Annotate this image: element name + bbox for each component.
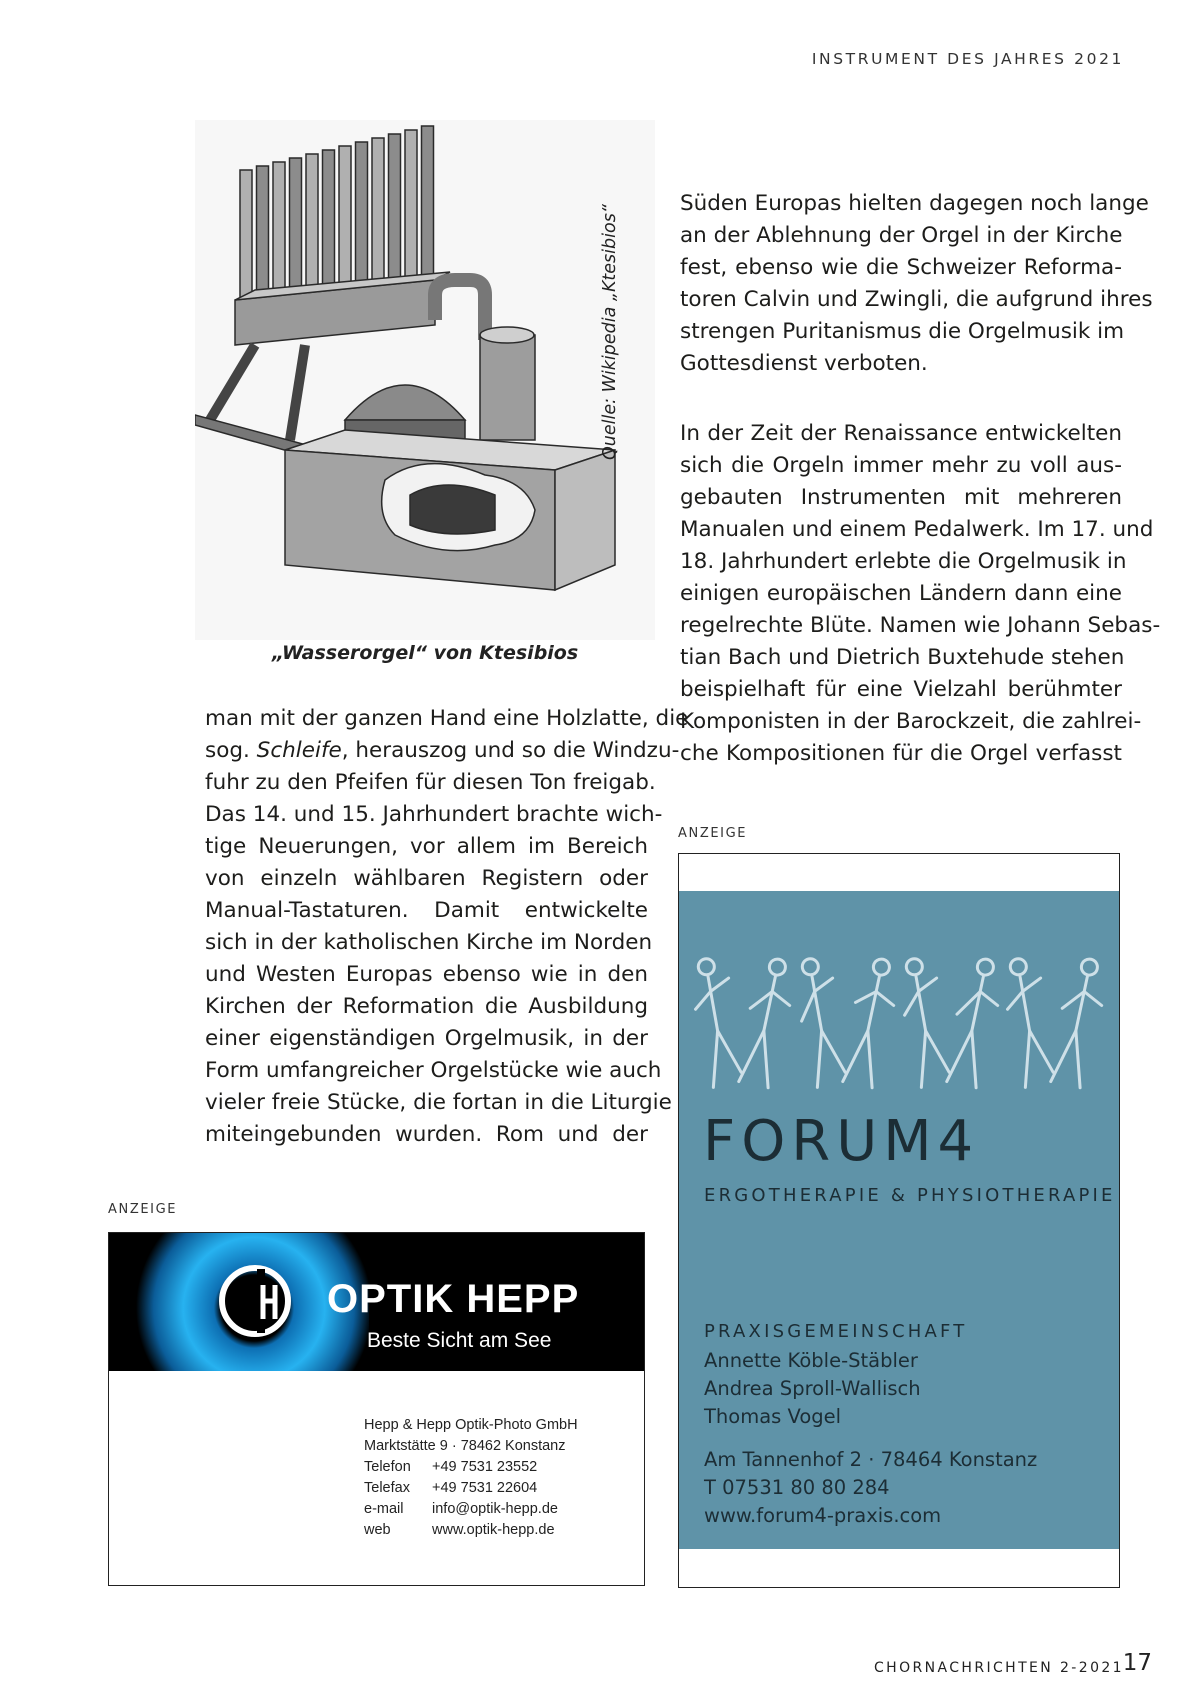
text-line: und Westen Europas ebenso wie in den: [205, 962, 648, 987]
text-line: toren Calvin und Zwingli, die aufgrund ihres: [680, 287, 1153, 312]
phone-number[interactable]: +49 7531 23552: [432, 1459, 538, 1475]
forum4-address: Am Tannenhof 2 · 78464 Konstanz: [704, 1448, 1038, 1471]
email-link[interactable]: info@optik-hepp.de: [432, 1501, 558, 1517]
text-line: Form umfangreicher Orgelstücke wie auch: [205, 1058, 662, 1083]
forum4-practice-label: PRAXISGEMEINSCHAFT: [704, 1321, 968, 1342]
text-line: Das 14. und 15. Jahrhundert brachte wich-: [205, 802, 663, 827]
forum4-subtitle: ERGOTHERAPIE & PHYSIOTHERAPIE: [704, 1185, 1116, 1206]
text-line: che Kompositionen für die Orgel verfasst: [680, 741, 1122, 766]
fax-number: +49 7531 22604: [432, 1480, 538, 1496]
forum4-ad[interactable]: [678, 853, 1120, 1588]
text-line: sog. Schleife, herauszog und so die Windzu-: [205, 738, 680, 763]
text-line: sich die Orgeln immer mehr zu voll aus-: [680, 453, 1122, 478]
figure-caption: „Wasserorgel“ von Ktesibios: [271, 642, 579, 664]
forum4-names: [704, 1347, 921, 1431]
text-line: man mit der ganzen Hand eine Holzlatte, die: [205, 706, 689, 731]
organ-pipe: [323, 150, 335, 292]
right-text-paragraph-1: [680, 188, 1153, 380]
organ-pipe: [356, 142, 368, 289]
text-line: einigen europäischen Ländern dann eine: [680, 581, 1122, 606]
contact-row: [364, 1457, 578, 1478]
optik-hepp-contact: [364, 1415, 578, 1541]
contact-key: Telefon: [364, 1459, 411, 1475]
contact-key: e-mail: [364, 1501, 404, 1517]
contact-key: web: [364, 1522, 391, 1538]
organ-pipe: [240, 170, 252, 300]
therapist-name: Annette Köble-Stäbler: [704, 1349, 918, 1372]
contact-row: [364, 1478, 578, 1499]
text-line: Manual-Tastaturen. Damit entwickelte: [205, 898, 648, 923]
text-line: 18. Jahrhundert erlebte die Orgelmusik in: [680, 549, 1127, 574]
text-line: miteingebunden wurden. Rom und der: [205, 1122, 648, 1147]
running-header: INSTRUMENT DES JAHRES 2021: [811, 50, 1124, 68]
forum4-contact: [704, 1446, 1037, 1530]
text-line: fest, ebenso wie die Schweizer Reforma-: [680, 255, 1122, 280]
dancer-figure: [943, 956, 1007, 1089]
water-organ-illustration: [195, 120, 655, 640]
optik-hepp-ad[interactable]: [108, 1232, 645, 1586]
optik-hepp-tagline: Beste Sicht am See: [367, 1329, 552, 1352]
optik-hepp-banner: [109, 1233, 644, 1371]
ad-label-optik: ANZEIGE: [108, 1202, 178, 1217]
text-line: Komponisten in der Barockzeit, die zahlrei-: [680, 709, 1142, 734]
organ-pipe: [306, 154, 318, 294]
dancer-figure: [999, 955, 1059, 1088]
forum4-website[interactable]: www.forum4-praxis.com: [704, 1504, 942, 1527]
text-line: Gottesdienst verboten.: [680, 351, 928, 376]
text-line: gebauten Instrumenten mit mehreren: [680, 485, 1122, 510]
dancer-figure: [1047, 956, 1111, 1089]
dancer-figure: [895, 955, 955, 1088]
optik-hepp-logo-icon: [217, 1263, 293, 1339]
dancer-figure: [735, 956, 799, 1089]
text-line: Manualen und einem Pedalwerk. Im 17. und: [680, 517, 1154, 542]
footer-magazine: CHORNACHRICHTEN 2-2021: [873, 1660, 1124, 1676]
text-line: von einzeln wählbaren Registern oder: [205, 866, 648, 891]
therapist-name: Thomas Vogel: [704, 1405, 842, 1428]
contact-row: [364, 1499, 578, 1520]
text-line: Kirchen der Reformation die Ausbildung: [205, 994, 648, 1019]
organ-pipe: [405, 130, 417, 284]
text-line: an der Ablehnung der Orgel in der Kirche: [680, 223, 1123, 248]
forum4-phone[interactable]: T 07531 80 80 284: [704, 1476, 890, 1499]
dancer-figure: [839, 956, 903, 1089]
text-line: sich in der katholischen Kirche im Norden: [205, 930, 653, 955]
organ-pipe: [389, 134, 401, 286]
organ-pipe: [372, 138, 384, 287]
text-line: einer eigenständigen Orgelmusik, in der: [205, 1026, 648, 1051]
forum4-panel: [679, 891, 1119, 1549]
page-number: 17: [1122, 1650, 1152, 1676]
organ-pipe: [273, 162, 285, 297]
company-name: Hepp & Hepp Optik-Photo GmbH: [364, 1417, 578, 1433]
company-address: Marktstätte 9 · 78462 Konstanz: [364, 1438, 566, 1454]
text-line: Süden Europas hielten dagegen noch lange: [680, 191, 1149, 216]
text-line: beispielhaft für eine Vielzahl berühmter: [680, 677, 1122, 702]
web-link[interactable]: www.optik-hepp.de: [432, 1522, 555, 1538]
organ-pipe: [257, 166, 269, 298]
organ-pipe: [422, 126, 434, 282]
dancer-figure: [687, 955, 747, 1088]
left-text-column: [205, 703, 689, 1151]
text-line: In der Zeit der Renaissance entwickelten: [680, 421, 1122, 446]
text-line: vieler freie Stücke, die fortan in die Liturgie: [205, 1090, 672, 1115]
anatomical-dancers-illustration: [687, 936, 1111, 1101]
organ-pipe: [290, 158, 302, 295]
emphasis-term: Schleife: [256, 738, 342, 763]
right-text-paragraph-2: [680, 418, 1161, 770]
contact-key: Telefax: [364, 1480, 410, 1496]
optik-hepp-brand: OPTIK HEPP: [327, 1277, 580, 1321]
ad-label-forum: ANZEIGE: [678, 826, 748, 841]
image-source-credit: Quelle: Wikipedia „Ktesibios“: [600, 204, 620, 460]
text-line: regelrechte Blüte. Namen wie Johann Sebas-: [680, 613, 1161, 638]
contact-row: [364, 1520, 578, 1541]
text-line: fuhr zu den Pfeifen für diesen Ton freigab.: [205, 770, 656, 795]
dancer-figure: [791, 955, 851, 1088]
therapist-name: Andrea Sproll-Wallisch: [704, 1377, 921, 1400]
text-line: tian Bach und Dietrich Buxtehude stehen: [680, 645, 1125, 670]
forum4-logo: FORUM4: [703, 1109, 980, 1174]
text-line: strengen Puritanismus die Orgelmusik im: [680, 319, 1125, 344]
text-line: tige Neuerungen, vor allem im Bereich: [205, 834, 648, 859]
organ-pipe: [339, 146, 351, 290]
